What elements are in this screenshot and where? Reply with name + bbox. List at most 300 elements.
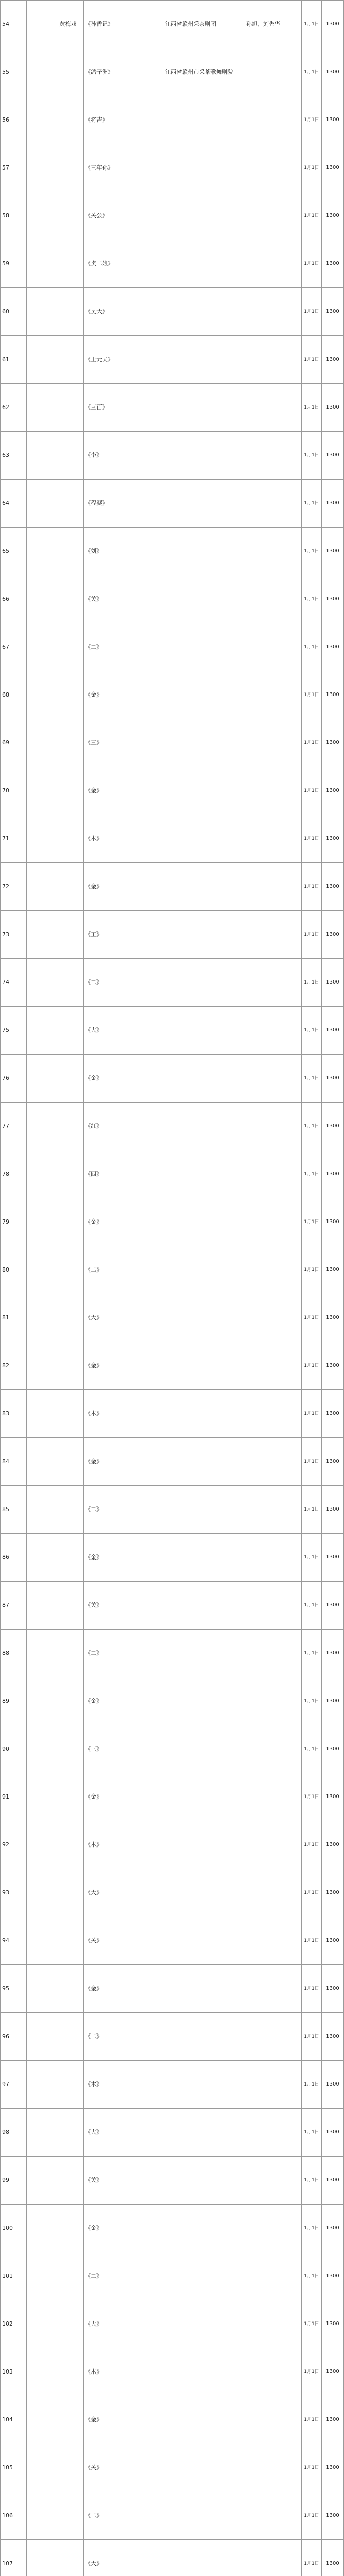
value-cell: 1300	[322, 1677, 344, 1725]
table-row	[1, 1725, 344, 1773]
cast-cell	[244, 1438, 302, 1486]
cast-cell	[244, 1677, 302, 1725]
cast-cell	[244, 623, 302, 671]
value-cell: 1300	[322, 1917, 344, 1965]
date-cell: 1月1日	[302, 815, 322, 863]
row-number-cell: 88	[1, 1630, 27, 1677]
date-cell: 1月1日	[302, 1725, 322, 1773]
region-cell	[27, 2348, 53, 2396]
value-cell: 1300	[322, 2061, 344, 2109]
value-cell: 1300	[322, 288, 344, 336]
row-number-cell: 91	[1, 1773, 27, 1821]
value-cell: 1300	[322, 192, 344, 240]
row-number-cell: 84	[1, 1438, 27, 1486]
title-cell: 《李》	[84, 432, 163, 480]
title-cell: 《二》	[84, 623, 163, 671]
row-number-cell: 67	[1, 623, 27, 671]
value-cell: 1300	[322, 2205, 344, 2252]
table-row	[1, 480, 344, 528]
region-cell	[27, 432, 53, 480]
title-cell: 《金》	[84, 1342, 163, 1390]
row-number-cell: 102	[1, 2300, 27, 2348]
genre-cell	[53, 1725, 84, 1773]
table-row	[1, 2492, 344, 2540]
title-cell: 《金》	[84, 1055, 163, 1103]
table-row	[1, 1198, 344, 1246]
table-row	[1, 623, 344, 671]
title-cell: 《吴大》	[84, 288, 163, 336]
unit-cell	[163, 2348, 244, 2396]
table-row	[1, 2396, 344, 2444]
table-row	[1, 1, 344, 48]
date-cell: 1月1日	[302, 1869, 322, 1917]
region-cell	[27, 1582, 53, 1630]
value-cell: 1300	[322, 2540, 344, 2576]
title-cell: 《木》	[84, 2348, 163, 2396]
title-cell: 《大》	[84, 1869, 163, 1917]
table-row	[1, 2348, 344, 2396]
row-number-cell: 68	[1, 671, 27, 719]
title-cell: 《关》	[84, 1917, 163, 1965]
unit-cell	[163, 1055, 244, 1103]
value-cell: 1300	[322, 384, 344, 432]
cast-cell	[244, 1294, 302, 1342]
row-number-cell: 55	[1, 48, 27, 96]
unit-cell	[163, 1342, 244, 1390]
table-row	[1, 1965, 344, 2013]
row-number-cell: 70	[1, 767, 27, 815]
genre-cell	[53, 336, 84, 384]
date-cell: 1月1日	[302, 384, 322, 432]
genre-cell	[53, 1246, 84, 1294]
cast-cell	[244, 1342, 302, 1390]
date-cell: 1月1日	[302, 432, 322, 480]
row-number-cell: 65	[1, 528, 27, 575]
region-cell	[27, 2444, 53, 2492]
region-cell	[27, 1438, 53, 1486]
region-cell	[27, 384, 53, 432]
genre-cell	[53, 1198, 84, 1246]
row-number-cell: 85	[1, 1486, 27, 1534]
cast-cell	[244, 1582, 302, 1630]
row-number-cell: 59	[1, 240, 27, 288]
genre-cell	[53, 240, 84, 288]
cast-cell	[244, 2492, 302, 2540]
table-row	[1, 671, 344, 719]
region-cell	[27, 1342, 53, 1390]
region-cell	[27, 2109, 53, 2157]
row-number-cell: 100	[1, 2205, 27, 2252]
region-cell	[27, 1294, 53, 1342]
unit-cell	[163, 1534, 244, 1582]
value-cell: 1300	[322, 1294, 344, 1342]
table-row	[1, 1582, 344, 1630]
region-cell	[27, 1055, 53, 1103]
title-cell: 《三百》	[84, 384, 163, 432]
unit-cell	[163, 1677, 244, 1725]
region-cell	[27, 1630, 53, 1677]
value-cell: 1300	[322, 1869, 344, 1917]
value-cell: 1300	[322, 432, 344, 480]
row-number-cell: 86	[1, 1534, 27, 1582]
region-cell	[27, 528, 53, 575]
genre-cell	[53, 2540, 84, 2576]
date-cell: 1月1日	[302, 240, 322, 288]
genre-cell	[53, 144, 84, 192]
unit-cell	[163, 1198, 244, 1246]
date-cell: 1月1日	[302, 1677, 322, 1725]
cast-cell	[244, 1055, 302, 1103]
value-cell: 1300	[322, 2492, 344, 2540]
title-cell: 《大》	[84, 2300, 163, 2348]
genre-cell	[53, 1773, 84, 1821]
title-cell: 《金》	[84, 1534, 163, 1582]
table-row	[1, 1869, 344, 1917]
cast-cell	[244, 48, 302, 96]
unit-cell	[163, 575, 244, 623]
unit-cell	[163, 1630, 244, 1677]
cast-cell	[244, 288, 302, 336]
date-cell: 1月1日	[302, 1582, 322, 1630]
row-number-cell: 57	[1, 144, 27, 192]
date-cell: 1月1日	[302, 1390, 322, 1438]
title-cell: 《木》	[84, 1821, 163, 1869]
genre-cell	[53, 863, 84, 911]
table-row	[1, 863, 344, 911]
title-cell: 《关》	[84, 575, 163, 623]
value-cell: 1300	[322, 671, 344, 719]
date-cell: 1月1日	[302, 2157, 322, 2205]
row-number-cell: 80	[1, 1246, 27, 1294]
cast-cell	[244, 1007, 302, 1055]
region-cell	[27, 863, 53, 911]
title-cell: 《程婴》	[84, 480, 163, 528]
date-cell: 1月1日	[302, 192, 322, 240]
table-row	[1, 2540, 344, 2576]
row-number-cell: 56	[1, 96, 27, 144]
genre-cell	[53, 1150, 84, 1198]
unit-cell	[163, 1965, 244, 2013]
table-row	[1, 1150, 344, 1198]
row-number-cell: 106	[1, 2492, 27, 2540]
region-cell	[27, 48, 53, 96]
unit-cell	[163, 2396, 244, 2444]
table-row	[1, 1438, 344, 1486]
genre-cell	[53, 2396, 84, 2444]
table-row	[1, 959, 344, 1007]
cast-cell	[244, 2205, 302, 2252]
unit-cell	[163, 2061, 244, 2109]
value-cell: 1300	[322, 2252, 344, 2300]
value-cell: 1300	[322, 1055, 344, 1103]
region-cell	[27, 1103, 53, 1150]
table-row	[1, 719, 344, 767]
genre-cell	[53, 1342, 84, 1390]
unit-cell	[163, 288, 244, 336]
table-row	[1, 1342, 344, 1390]
value-cell: 1300	[322, 48, 344, 96]
row-number-cell: 58	[1, 192, 27, 240]
value-cell: 1300	[322, 96, 344, 144]
title-cell: 《二》	[84, 2492, 163, 2540]
value-cell: 1300	[322, 1103, 344, 1150]
row-number-cell: 75	[1, 1007, 27, 1055]
unit-cell: 江西省赣州市采茶歌舞剧院	[163, 48, 244, 96]
region-cell	[27, 1150, 53, 1198]
value-cell: 1300	[322, 911, 344, 959]
value-cell: 1300	[322, 144, 344, 192]
region-cell	[27, 2540, 53, 2576]
row-number-cell: 77	[1, 1103, 27, 1150]
value-cell: 1300	[322, 1773, 344, 1821]
region-cell	[27, 336, 53, 384]
date-cell: 1月1日	[302, 575, 322, 623]
row-number-cell: 101	[1, 2252, 27, 2300]
date-cell: 1月1日	[302, 2061, 322, 2109]
unit-cell	[163, 1246, 244, 1294]
table-row	[1, 2444, 344, 2492]
unit-cell	[163, 480, 244, 528]
date-cell: 1月1日	[302, 1965, 322, 2013]
cast-cell	[244, 528, 302, 575]
genre-cell	[53, 2252, 84, 2300]
genre-cell	[53, 815, 84, 863]
cast-cell	[244, 2396, 302, 2444]
date-cell: 1月1日	[302, 671, 322, 719]
title-cell: 《金》	[84, 2205, 163, 2252]
table-row	[1, 1486, 344, 1534]
row-number-cell: 82	[1, 1342, 27, 1390]
date-cell: 1月1日	[302, 288, 322, 336]
row-number-cell: 98	[1, 2109, 27, 2157]
region-cell	[27, 1773, 53, 1821]
date-cell: 1月1日	[302, 2396, 322, 2444]
title-cell: 《金》	[84, 1198, 163, 1246]
table-row	[1, 1630, 344, 1677]
unit-cell	[163, 2492, 244, 2540]
region-cell	[27, 1725, 53, 1773]
unit-cell	[163, 1917, 244, 1965]
value-cell: 1300	[322, 1821, 344, 1869]
genre-cell	[53, 1965, 84, 2013]
cast-cell	[244, 2109, 302, 2157]
cast-cell	[244, 1390, 302, 1438]
table-row	[1, 1103, 344, 1150]
table-row	[1, 288, 344, 336]
table-row	[1, 1917, 344, 1965]
row-number-cell: 78	[1, 1150, 27, 1198]
value-cell: 1300	[322, 2157, 344, 2205]
region-cell	[27, 767, 53, 815]
region-cell	[27, 2492, 53, 2540]
cast-cell	[244, 2157, 302, 2205]
title-cell: 《孙香记》	[84, 1, 163, 48]
unit-cell	[163, 1438, 244, 1486]
value-cell: 1300	[322, 1725, 344, 1773]
genre-cell	[53, 2492, 84, 2540]
table-row	[1, 432, 344, 480]
date-cell: 1月1日	[302, 96, 322, 144]
genre-cell	[53, 1821, 84, 1869]
title-cell: 《三》	[84, 719, 163, 767]
row-number-cell: 97	[1, 2061, 27, 2109]
table-row	[1, 2061, 344, 2109]
title-cell: 《金》	[84, 863, 163, 911]
date-cell: 1月1日	[302, 863, 322, 911]
title-cell: 《工》	[84, 911, 163, 959]
cast-cell	[244, 815, 302, 863]
value-cell: 1300	[322, 815, 344, 863]
unit-cell	[163, 528, 244, 575]
unit-cell	[163, 1390, 244, 1438]
row-number-cell: 103	[1, 2348, 27, 2396]
cast-cell	[244, 911, 302, 959]
genre-cell	[53, 671, 84, 719]
title-cell: 《大》	[84, 2109, 163, 2157]
row-number-cell: 54	[1, 1, 27, 48]
region-cell	[27, 96, 53, 144]
date-cell: 1月1日	[302, 2013, 322, 2061]
date-cell: 1月1日	[302, 2540, 322, 2576]
date-cell: 1月1日	[302, 719, 322, 767]
cast-cell	[244, 2013, 302, 2061]
genre-cell	[53, 384, 84, 432]
date-cell: 1月1日	[302, 1773, 322, 1821]
value-cell: 1300	[322, 1390, 344, 1438]
region-cell	[27, 671, 53, 719]
unit-cell	[163, 1007, 244, 1055]
region-cell	[27, 1486, 53, 1534]
unit-cell	[163, 2109, 244, 2157]
genre-cell	[53, 2157, 84, 2205]
row-number-cell: 92	[1, 1821, 27, 1869]
row-number-cell: 90	[1, 1725, 27, 1773]
table-row	[1, 384, 344, 432]
cast-cell	[244, 2540, 302, 2576]
genre-cell	[53, 1103, 84, 1150]
table-row	[1, 192, 344, 240]
row-number-cell: 107	[1, 2540, 27, 2576]
date-cell: 1月1日	[302, 144, 322, 192]
genre-cell	[53, 1869, 84, 1917]
title-cell: 《大》	[84, 1007, 163, 1055]
region-cell	[27, 240, 53, 288]
cast-cell	[244, 1869, 302, 1917]
cast-cell	[244, 2300, 302, 2348]
genre-cell	[53, 1677, 84, 1725]
table-row	[1, 1246, 344, 1294]
unit-cell	[163, 2157, 244, 2205]
cast-cell	[244, 480, 302, 528]
row-number-cell: 62	[1, 384, 27, 432]
value-cell: 1300	[322, 2300, 344, 2348]
cast-cell	[244, 1534, 302, 1582]
genre-cell	[53, 2109, 84, 2157]
region-cell	[27, 911, 53, 959]
unit-cell	[163, 1821, 244, 1869]
row-number-cell: 89	[1, 1677, 27, 1725]
value-cell: 1300	[322, 1438, 344, 1486]
title-cell: 《金》	[84, 1438, 163, 1486]
date-cell: 1月1日	[302, 1534, 322, 1582]
unit-cell	[163, 719, 244, 767]
region-cell	[27, 1821, 53, 1869]
value-cell: 1300	[322, 336, 344, 384]
table-row	[1, 1390, 344, 1438]
genre-cell	[53, 959, 84, 1007]
region-cell	[27, 2013, 53, 2061]
value-cell: 1300	[322, 1342, 344, 1390]
date-cell: 1月1日	[302, 528, 322, 575]
genre-cell	[53, 2013, 84, 2061]
region-cell	[27, 1390, 53, 1438]
date-cell: 1月1日	[302, 1486, 322, 1534]
table-row	[1, 575, 344, 623]
value-cell: 1300	[322, 863, 344, 911]
cast-cell	[244, 1725, 302, 1773]
program-table-body	[1, 1, 344, 2576]
cast-cell	[244, 863, 302, 911]
title-cell: 《金》	[84, 2396, 163, 2444]
cast-cell	[244, 2061, 302, 2109]
table-row	[1, 1294, 344, 1342]
row-number-cell: 94	[1, 1917, 27, 1965]
cast-cell	[244, 384, 302, 432]
table-row	[1, 1055, 344, 1103]
value-cell: 1300	[322, 2109, 344, 2157]
title-cell: 《关》	[84, 2157, 163, 2205]
unit-cell	[163, 1294, 244, 1342]
title-cell: 《二》	[84, 959, 163, 1007]
genre-cell	[53, 911, 84, 959]
cast-cell	[244, 671, 302, 719]
date-cell: 1月1日	[302, 2109, 322, 2157]
genre-cell	[53, 2444, 84, 2492]
genre-cell	[53, 1534, 84, 1582]
row-number-cell: 96	[1, 2013, 27, 2061]
genre-cell	[53, 2300, 84, 2348]
genre-cell	[53, 48, 84, 96]
cast-cell	[244, 2348, 302, 2396]
unit-cell	[163, 2444, 244, 2492]
title-cell: 《大》	[84, 2540, 163, 2576]
title-cell: 《金》	[84, 1965, 163, 2013]
unit-cell	[163, 384, 244, 432]
cast-cell	[244, 96, 302, 144]
cast-cell	[244, 2252, 302, 2300]
value-cell: 1300	[322, 719, 344, 767]
table-row	[1, 240, 344, 288]
region-cell	[27, 480, 53, 528]
unit-cell	[163, 863, 244, 911]
unit-cell	[163, 432, 244, 480]
cast-cell	[244, 1773, 302, 1821]
genre-cell	[53, 2205, 84, 2252]
unit-cell	[163, 1773, 244, 1821]
value-cell: 1300	[322, 480, 344, 528]
cast-cell	[244, 1246, 302, 1294]
title-cell: 《二》	[84, 2252, 163, 2300]
unit-cell	[163, 815, 244, 863]
region-cell	[27, 1677, 53, 1725]
genre-cell	[53, 1630, 84, 1677]
cast-cell	[244, 959, 302, 1007]
cast-cell	[244, 192, 302, 240]
table-row	[1, 2205, 344, 2252]
table-row	[1, 48, 344, 96]
genre-cell	[53, 192, 84, 240]
table-row	[1, 96, 344, 144]
